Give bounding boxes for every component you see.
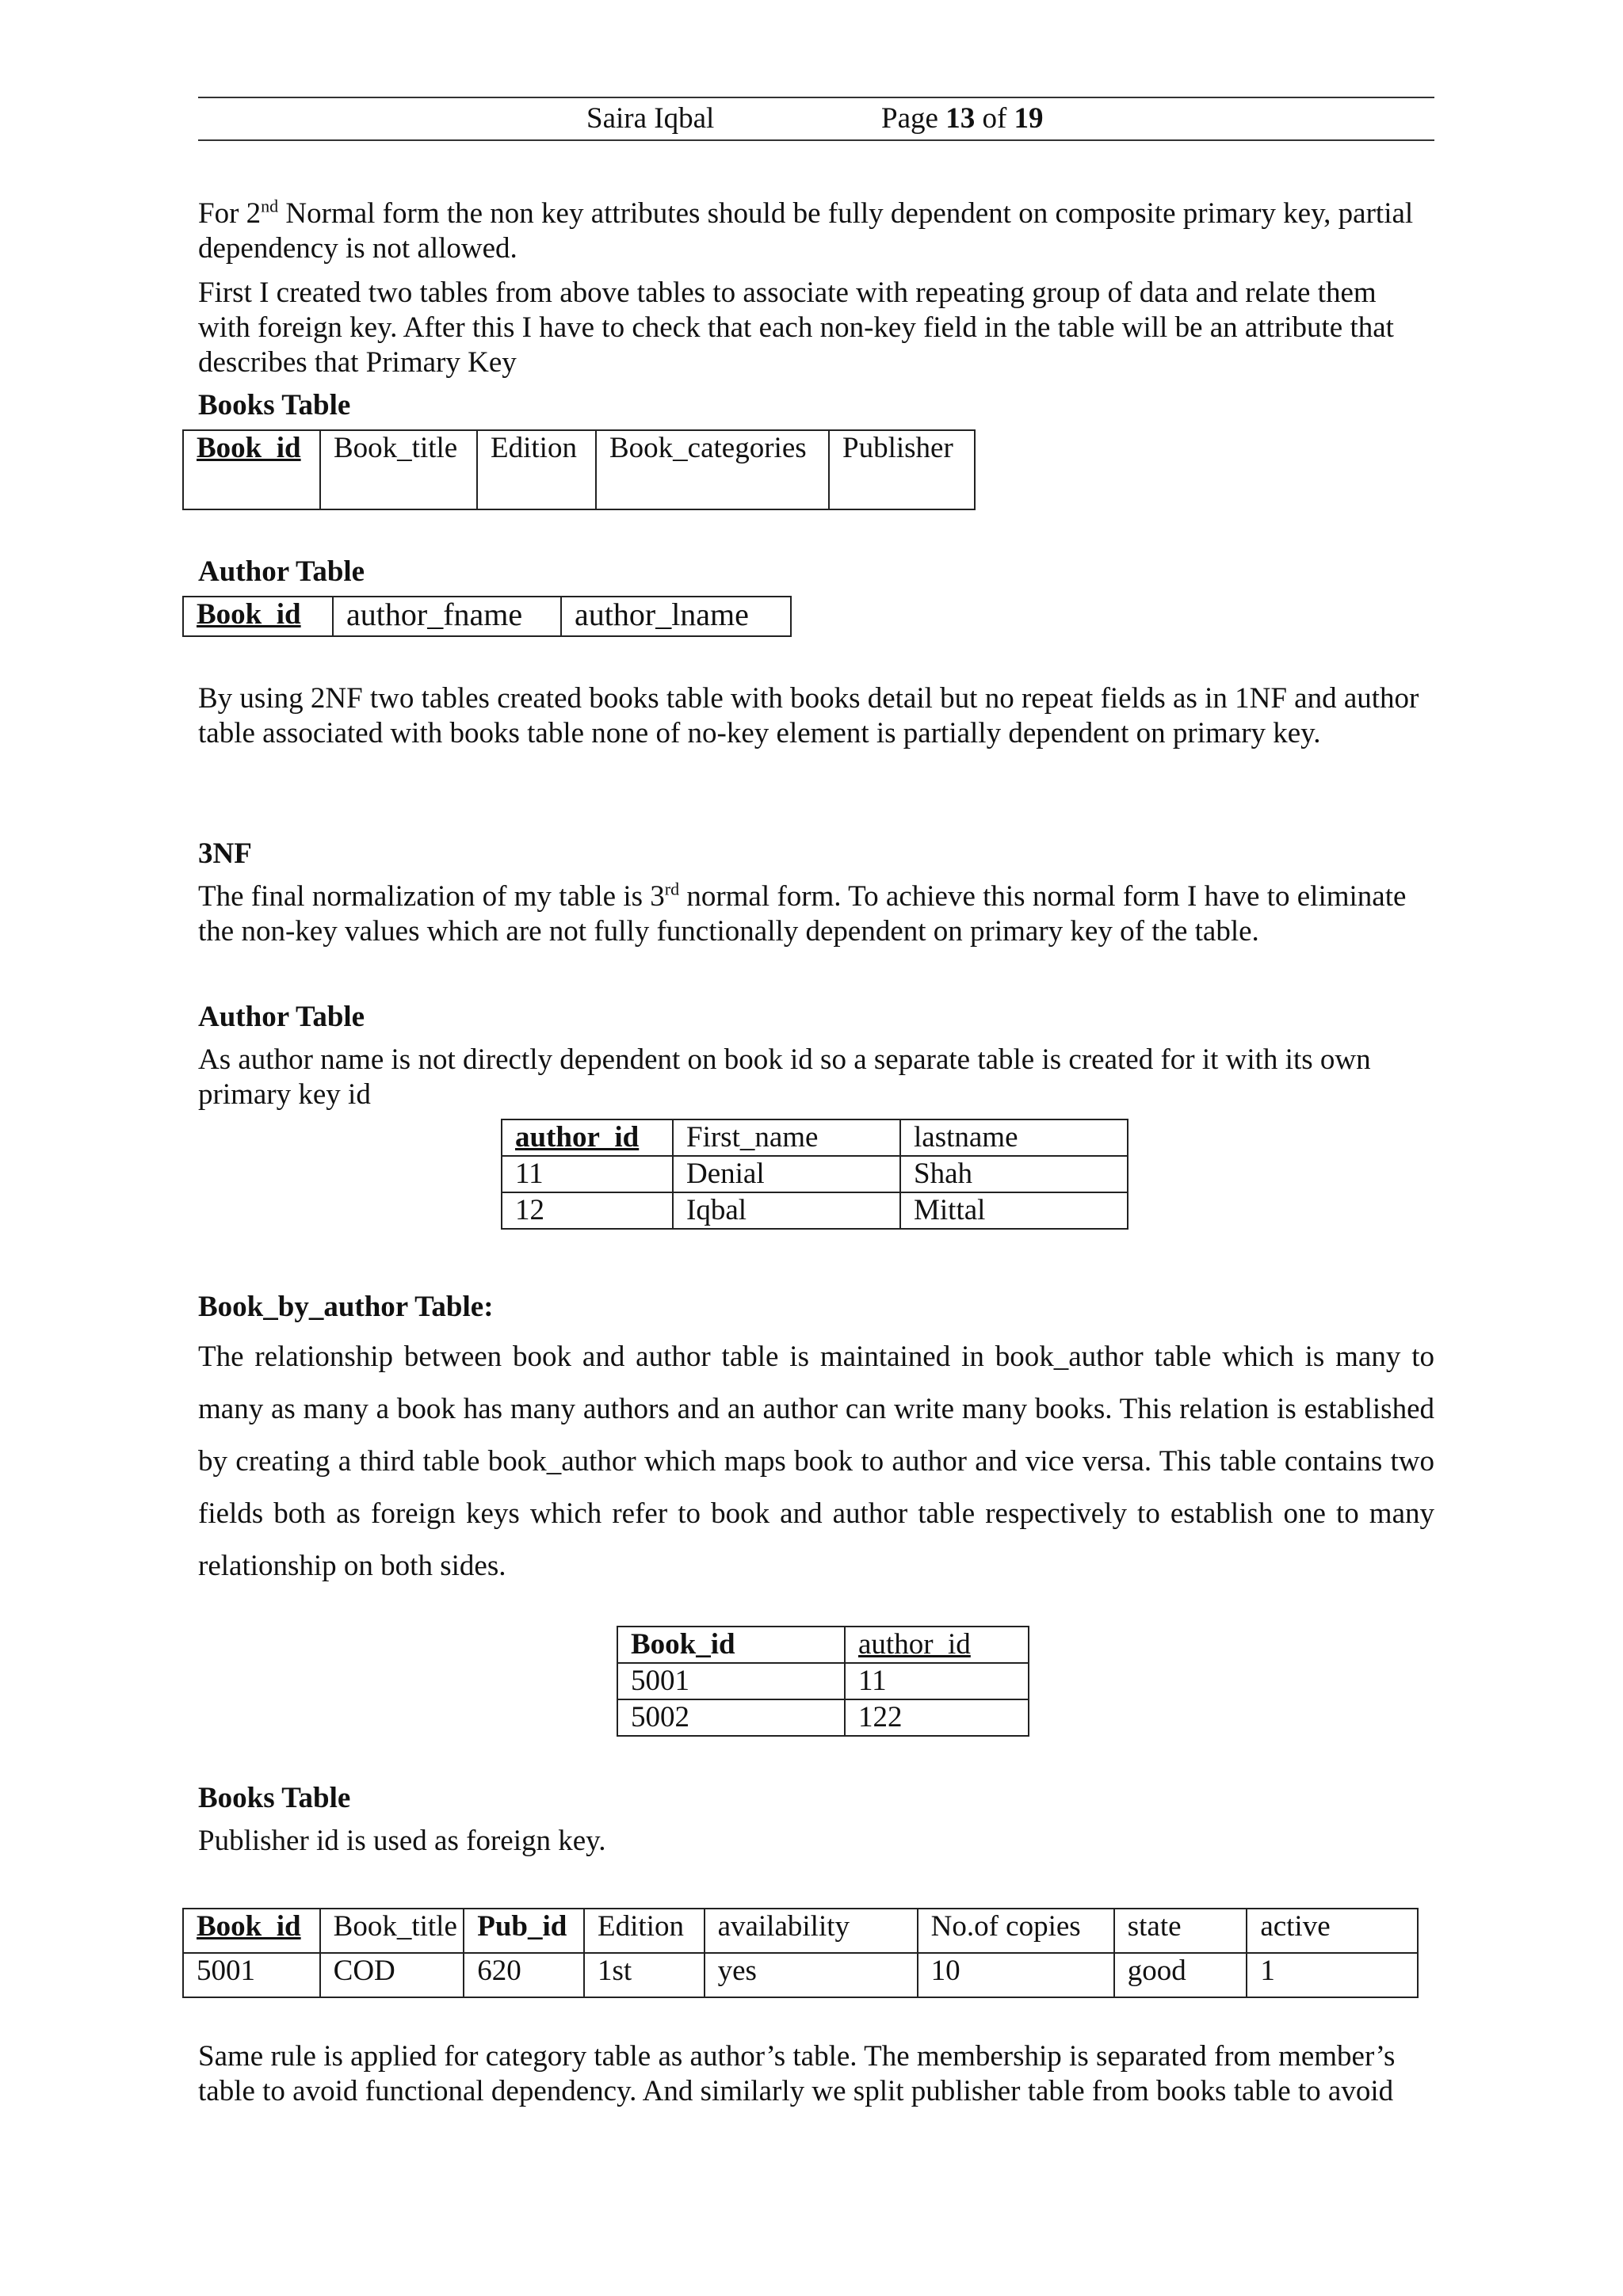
books-table-3nf-desc: Publisher id is used as foreign key. <box>198 1825 606 1857</box>
table-header-cell: active <box>1247 1909 1418 1953</box>
book-by-author-desc: The relationship between book and author table is maintained in book_author table which is many to many as many a book has many authors and an author can write many books. This relation is established by creating a third table book_author which maps book to author and vice versa. This table contains two fields both as foreign keys which refer to book and author table respectively to establish one to many relationship on both sides. <box>198 1341 1434 1582</box>
table-header-cell: Edition <box>584 1909 705 1953</box>
table-header-cell: author_lname <box>561 597 791 636</box>
table-header-row <box>183 430 975 509</box>
table-cell: 11 <box>845 1663 1029 1699</box>
books-table-2nf <box>182 429 976 510</box>
table-cell: 5002 <box>617 1699 845 1736</box>
table-cell: 10 <box>918 1953 1114 1997</box>
table-cell: 12 <box>502 1192 673 1229</box>
table-header-cell: state <box>1114 1909 1247 1953</box>
table-row <box>502 1192 1128 1229</box>
intro-paragraph-1: For 2nd Normal form the non key attributes should be fully dependent on composite primary key, partial dependency is not allowed. <box>198 196 1414 265</box>
books-table-3nf <box>182 1908 1419 1998</box>
table-header-cell: Publisher <box>829 430 975 509</box>
paragraph-2nf-summary: By using 2NF two tables created books table with books detail but no repeat fields as in 1NF and author table associated with books table none of no-key element is partially dependent on primary key. <box>198 682 1419 749</box>
header-page-number: Page 13 of 19 <box>881 102 1044 135</box>
table-cell: COD <box>320 1953 464 1997</box>
table-header-cell: Book_id <box>183 597 333 636</box>
table-row <box>617 1663 1029 1699</box>
table-cell: good <box>1114 1953 1247 1997</box>
table-cell: yes <box>705 1953 918 1997</box>
table-row <box>502 1156 1128 1192</box>
heading-3nf: 3NF <box>198 837 252 870</box>
table-header-cell: No.of copies <box>918 1909 1114 1953</box>
author-table-3nf-desc: As author name is not directly dependent on book id so a separate table is created for it with its own primary key id <box>198 1043 1371 1111</box>
table-header-cell: Book_title <box>320 1909 464 1953</box>
table-header-row <box>183 597 791 636</box>
intro-paragraph-2: First I created two tables from above tables to associate with repeating group of data and relate them with foreign key. After this I have to check that each non-key field in the table will be an attribute that describes that Primary Key <box>198 277 1394 379</box>
book-by-author-heading: Book_by_author Table: <box>198 1291 494 1323</box>
table-cell: 1 <box>1247 1953 1418 1997</box>
author-table-3nf <box>501 1119 1128 1230</box>
books-table-2nf-heading: Books Table <box>198 389 351 421</box>
table-header-cell: author_id <box>502 1119 673 1156</box>
table-header-row <box>502 1119 1128 1156</box>
table-cell: 5001 <box>617 1663 845 1699</box>
table-header-cell: Pub_id <box>464 1909 584 1953</box>
table-header-cell: Book_title <box>320 430 477 509</box>
closing-paragraph: Same rule is applied for category table as author’s table. The membership is separated from member’s table to avoid functional dependency. And similarly we split publisher table from books table to avoid <box>198 2040 1396 2107</box>
table-header-cell: availability <box>705 1909 918 1953</box>
book-by-author-table <box>617 1626 1029 1737</box>
table-cell: 620 <box>464 1953 584 1997</box>
table-header-cell: Book_id <box>617 1627 845 1663</box>
table-header-cell: Edition <box>477 430 596 509</box>
table-row <box>617 1699 1029 1736</box>
table-header-cell: author_fname <box>333 597 561 636</box>
paragraph-3nf: The final normalization of my table is 3rd normal form. To achieve this normal form I have to eliminate the non-key values which are not fully functionally dependent on primary key of the table. <box>198 879 1407 948</box>
books-table-3nf-heading: Books Table <box>198 1782 351 1814</box>
table-cell: 122 <box>845 1699 1029 1736</box>
author-table-3nf-heading: Author Table <box>198 1001 365 1033</box>
table-header-cell: author_id <box>845 1627 1029 1663</box>
table-header-row <box>183 1909 1418 1953</box>
table-header-row <box>617 1627 1029 1663</box>
table-cell: Denial <box>673 1156 900 1192</box>
author-table-2nf-heading: Author Table <box>198 555 365 588</box>
table-cell: Mittal <box>900 1192 1128 1229</box>
page-header <box>198 97 1434 141</box>
table-header-cell: Book_categories <box>596 430 829 509</box>
table-header-cell: Book_id <box>183 430 320 509</box>
table-cell: Shah <box>900 1156 1128 1192</box>
table-header-cell: Book_id <box>183 1909 320 1953</box>
table-cell: 11 <box>502 1156 673 1192</box>
table-cell: Iqbal <box>673 1192 900 1229</box>
author-table-2nf <box>182 596 792 637</box>
table-header-cell: First_name <box>673 1119 900 1156</box>
table-cell: 1st <box>584 1953 705 1997</box>
header-author: Saira Iqbal <box>586 102 715 135</box>
table-header-cell: lastname <box>900 1119 1128 1156</box>
table-cell: 5001 <box>183 1953 320 1997</box>
table-row <box>183 1953 1418 1997</box>
